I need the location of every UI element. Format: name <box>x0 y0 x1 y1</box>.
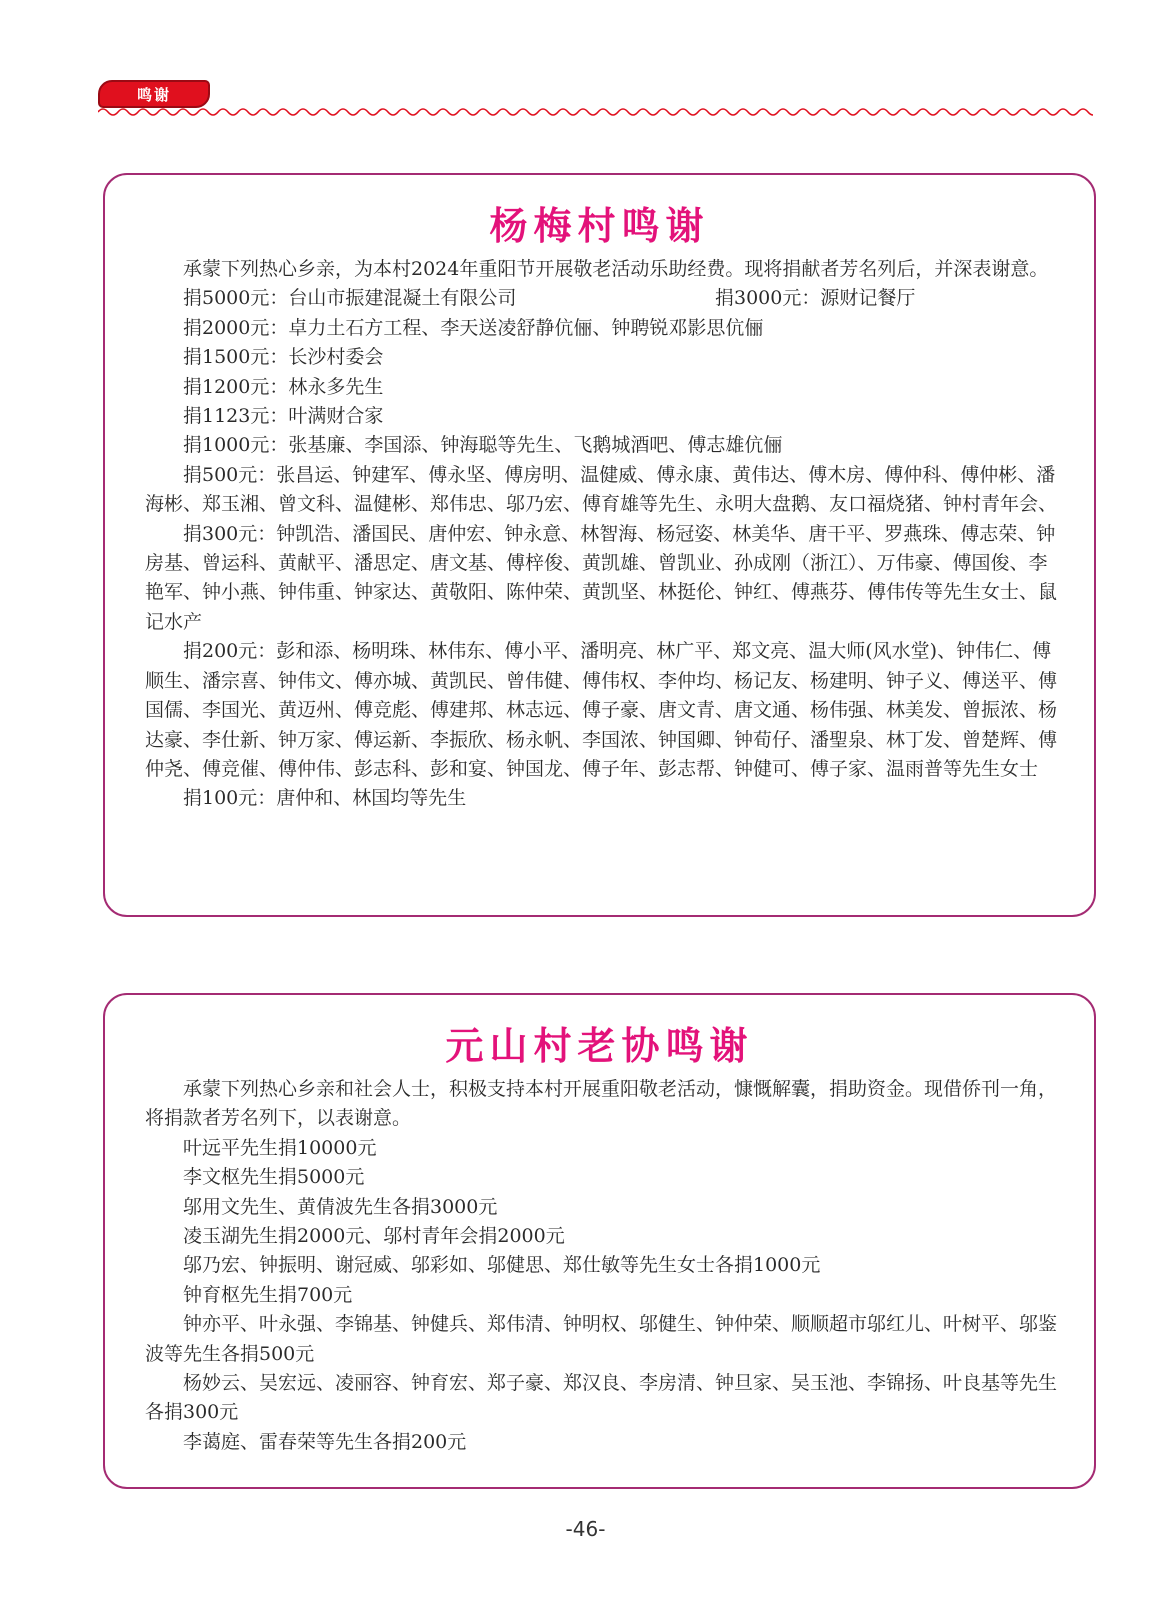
yuanshan-title: 元山村老协鸣谢 <box>445 1024 754 1068</box>
donation-1200: 捐1200元：林永多先生 <box>183 375 384 398</box>
decorative-border <box>98 106 1093 118</box>
donation-500: 捐500元：张昌运、钟建军、傅永坚、傅房明、温健威、傅永康、黄伟达、傅木房、傅仲科、傅仲彬、潘海彬、郑玉湘、曾文科、温健彬、郑伟忠、邬乃宏、傅育雄等先生、永明大盘鹅、友口福烧猪、钟村青年会、 <box>145 463 1058 516</box>
donation-5000: 捐5000元：台山市振建混凝土有限公司 <box>183 287 517 310</box>
donation-200: 捐200元：彭和添、杨明珠、林伟东、傅小平、潘明亮、林广平、郑文亮、温大师(风水堂)、钟伟仁、傅顺生、潘宗喜、钟伟文、傅亦城、黄凯民、曾伟健、傅伟权、李仲均、杨记友、杨建明、钟子义、傅送平、傅国儒、李国光、黄迈州、傅竞彪、傅建邦、林志远、傅子豪、唐文青、唐文通、杨伟强、林美发、曾振浓、杨达豪、李仕新、钟万家、傅运新、李振欣、杨永帆、李国浓、钟国卿、钟荀仔、潘聖泉、林丁发、曾楚辉、傅仲尧、傅竞催、傅仲伟、彭志科、彭和宴、钟国龙、傅子年、彭志帮、钟健可、傅子家、温雨普等先生女士 <box>145 640 1058 780</box>
list-item: 李文枢先生捐5000元 <box>183 1166 365 1189</box>
donation-1500: 捐1500元：长沙村委会 <box>183 346 384 369</box>
yuanshan-content <box>145 1075 1058 1457</box>
donation-300: 捐300元：钟凯浩、潘国民、唐仲宏、钟永意、林智海、杨冠姿、林美华、唐干平、罗燕珠、傅志荣、钟房基、曾运科、黄献平、潘思定、唐文基、傅梓俊、黄凯雄、曾凯业、孙成刚（浙江）、万伟豪、傅国俊、李艳军、钟小燕、钟伟重、钟家达、黄敬阳、陈仲荣、黄凯坚、林挺伦、钟红、傅燕芬、傅伟传等先生女士、鼠记水产 <box>145 522 1058 633</box>
donation-100: 捐100元：唐仲和、林国均等先生 <box>183 787 467 810</box>
list-item: 钟育枢先生捐700元 <box>183 1283 353 1306</box>
list-item: 邬用文先生、黄倩波先生各捐3000元 <box>183 1195 498 1218</box>
yuanshan-thanks-box <box>103 993 1096 1489</box>
yangmei-content <box>145 255 1058 814</box>
list-item: 钟亦平、叶永强、李锦基、钟健兵、郑伟清、钟明权、邬健生、钟仲荣、顺顺超市邬红儿、叶树平、邬鉴波等先生各捐500元 <box>145 1313 1058 1365</box>
yangmei-thanks-box <box>103 173 1096 917</box>
donation-2000: 捐2000元：卓力土石方工程、李天送凌舒静伉俪、钟聘锐邓影思伉俪 <box>183 316 764 339</box>
yangmei-intro: 承蒙下列热心乡亲，为本村2024年重阳节开展敬老活动乐助经费。现将捐献者芳名列后，并深表谢意。 <box>183 258 1049 280</box>
yuanshan-intro: 承蒙下列热心乡亲和社会人士，积极支持本村开展重阳敬老活动，慷慨解囊，捐助资金。现借侨刊一角，将捐款者芳名列下，以表谢意。 <box>145 1078 1058 1130</box>
donation-1000: 捐1000元：张基廉、李国添、钟海聪等先生、飞鹅城酒吧、傅志雄伉俪 <box>183 434 783 457</box>
list-item: 凌玉湖先生捐2000元、邬村青年会捐2000元 <box>183 1225 565 1248</box>
yangmei-title: 杨梅村鸣谢 <box>489 204 710 248</box>
donation-3000: 捐3000元：源财记餐厅 <box>715 287 916 310</box>
donation-1123: 捐1123元：叶满财合家 <box>183 405 384 428</box>
list-item: 杨妙云、吴宏远、凌丽容、钟育宏、郑子豪、郑汉良、李房清、钟旦家、吴玉池、李锦扬、叶良基等先生各捐300元 <box>145 1372 1058 1424</box>
page-number: -46- <box>565 1517 606 1541</box>
list-item: 邬乃宏、钟振明、谢冠威、邬彩如、邬健思、郑仕敏等先生女士各捐1000元 <box>183 1254 821 1277</box>
section-tag: 鸣谢 <box>98 80 210 108</box>
list-item: 李蔼庭、雷春荣等先生各捐200元 <box>183 1430 467 1453</box>
yangmei-row-5000-3000 <box>145 284 1058 313</box>
list-item: 叶远平先生捐10000元 <box>183 1136 377 1159</box>
